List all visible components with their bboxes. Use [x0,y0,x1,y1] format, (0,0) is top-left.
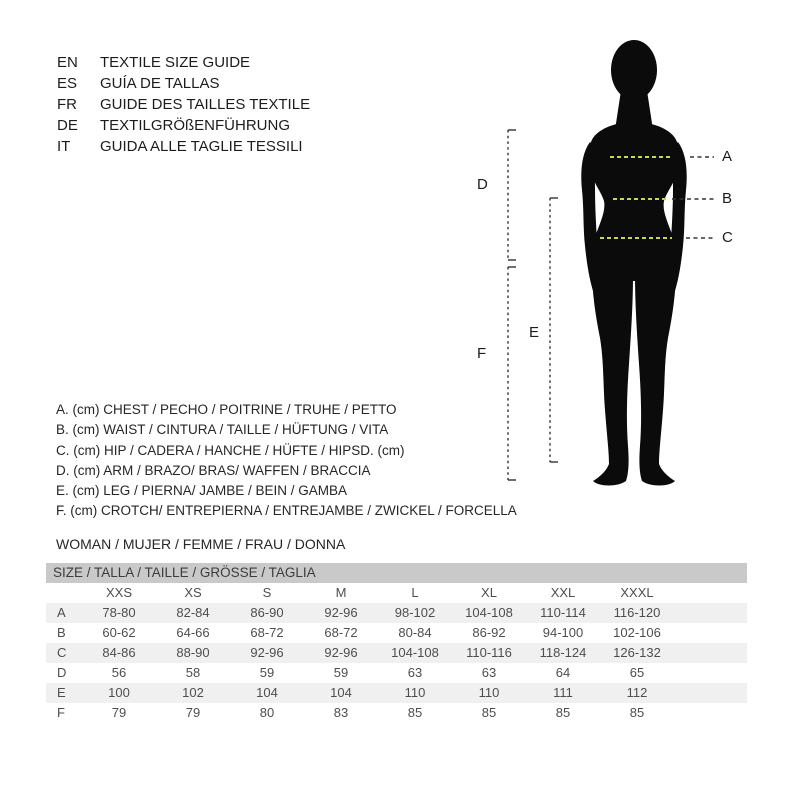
table-cell [674,623,747,643]
table-cell: 85 [481,705,497,720]
column-header-xxs: XXS [105,585,132,600]
column-header-xxl: XXL [550,585,576,600]
table-cell: 110 [478,685,500,700]
table-cell: 59 [333,665,349,680]
row-label: B [57,625,66,640]
language-code: ES [57,75,78,92]
language-title: TEXTILE SIZE GUIDE [100,54,251,71]
language-row [57,52,310,73]
language-code: EN [57,54,78,71]
row-label: F [57,705,65,720]
table-cell: 58 [185,665,201,680]
table-cell: 86-90 [250,605,284,620]
table-row [46,663,747,683]
table-header-row [46,583,747,603]
table-cell: 104-108 [465,605,513,620]
marker-d: D [477,176,488,193]
column-header-xs: XS [184,585,202,600]
table-cell: 92-96 [324,605,358,620]
table-cell: 104 [256,685,278,700]
table-cell: 79 [111,705,127,720]
table-cell: 63 [481,665,497,680]
legend-item-f: F. (cm) CROTCH/ ENTREPIERNA / ENTREJAMBE / ZWICKEL / FORCELLA [56,503,517,519]
table-cell: 92-96 [324,645,358,660]
language-guide-block [57,52,310,157]
table-cell: 82-84 [176,605,210,620]
measurement-legend [56,400,517,522]
row-label: D [57,665,67,680]
table-cell: 85 [555,705,571,720]
table-row [46,603,747,623]
column-header-xxxl: XXXL [620,585,654,600]
table-cell: 68-72 [324,625,358,640]
marker-e: E [529,324,540,341]
table-cell [674,643,747,663]
column-header-s: S [262,585,272,600]
language-title: GUIDE DES TAILLES TEXTILE [100,96,311,113]
table-row [46,643,747,663]
table-cell: 118-124 [539,645,587,660]
table-row [46,683,747,703]
legend-item-e: E. (cm) LEG / PIERNA/ JAMBE / BEIN / GAMBA [56,483,348,499]
table-cell: 110-116 [466,645,512,660]
table-row [46,703,747,723]
table-cell: 83 [333,705,349,720]
row-label: E [57,685,66,700]
table-title-bar: SIZE / TALLA / TAILLE / GRÖSSE / TAGLIA [46,563,747,583]
table-cell: 64 [555,665,571,680]
table-cell: 65 [629,665,645,680]
table-cell: 78-80 [102,605,136,620]
language-row [57,115,310,136]
marker-c: C [722,229,733,246]
table-cell: 56 [111,665,127,680]
row-label: C [57,645,67,660]
table-cell: 100 [108,685,130,700]
language-title: TEXTILGRÖßENFÜHRUNG [100,117,291,134]
table-cell [674,663,747,683]
language-code: IT [57,138,71,155]
language-code: DE [57,117,78,134]
table-cell: 110 [404,685,426,700]
table-cell: 110-114 [540,605,586,620]
table-cell: 84-86 [102,645,136,660]
table-cell [674,683,747,703]
table-cell: 88-90 [176,645,210,660]
table-cell: 79 [185,705,201,720]
table-cell: 98-102 [394,605,436,620]
table-cell: 116-120 [613,605,661,620]
size-table [46,563,747,723]
column-header-m: M [335,585,347,600]
woman-silhouette-icon [581,40,686,486]
table-cell [674,583,747,603]
language-row [57,94,310,115]
table-cell: 80 [259,705,275,720]
table-cell: 68-72 [250,625,284,640]
language-code: FR [57,96,77,113]
table-cell: 92-96 [250,645,284,660]
marker-f: F [477,345,487,362]
table-cell [674,603,747,623]
table-cell: 63 [407,665,423,680]
legend-item-b: B. (cm) WAIST / CINTURA / TAILLE / HÜFTUNG / VITA [56,422,389,438]
table-cell: 102 [182,685,204,700]
table-cell: 59 [259,665,275,680]
table-cell: 60-62 [102,625,136,640]
legend-item-c: C. (cm) HIP / CADERA / HANCHE / HÜFTE / HIPSD. (cm) [56,442,405,458]
marker-a: A [722,148,733,165]
column-header-l: L [411,585,419,600]
table-cell [46,583,82,603]
table-cell: 94-100 [542,625,584,640]
language-row [57,73,310,94]
table-cell: 104 [330,685,352,700]
legend-item-d: D. (cm) ARM / BRAZO/ BRAS/ WAFFEN / BRACCIA [56,462,371,478]
table-cell: 80-84 [398,625,432,640]
table-cell: 64-66 [176,625,210,640]
table-cell: 85 [629,705,645,720]
table-cell: 112 [626,685,648,700]
table-cell: 102-106 [613,625,661,640]
language-row [57,136,310,157]
legend-item-a: A. (cm) CHEST / PECHO / POITRINE / TRUHE / PETTO [56,402,397,417]
table-cell: 85 [407,705,423,720]
language-title: GUÍA DE TALLAS [100,75,220,92]
table-row [46,623,747,643]
table-cell [674,703,747,723]
table-cell: 111 [553,685,573,700]
table-cell: 86-92 [472,625,506,640]
marker-b: B [722,190,733,207]
table-cell: 104-108 [391,645,439,660]
column-header-xl: XL [481,585,497,600]
table-cell: 126-132 [613,645,661,660]
row-label: A [57,605,66,620]
gender-label: WOMAN / MUJER / FEMME / FRAU / DONNA [56,536,346,552]
language-title: GUIDA ALLE TAGLIE TESSILI [100,138,303,155]
